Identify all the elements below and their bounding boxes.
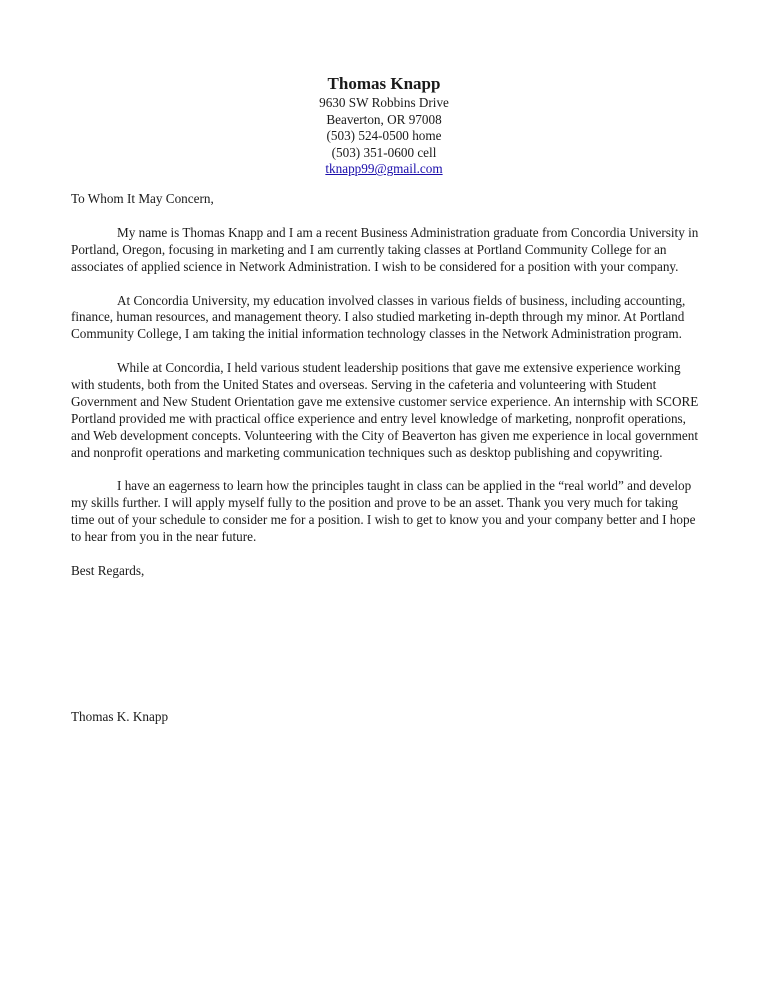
sender-email-link[interactable]: tknapp99@gmail.com bbox=[325, 161, 443, 177]
sender-home-phone: (503) 524-0500 home bbox=[326, 128, 442, 144]
salutation: To Whom It May Concern, bbox=[71, 191, 214, 206]
letter-body bbox=[71, 191, 701, 580]
closing: Best Regards, bbox=[71, 562, 145, 578]
sender-name: Thomas Knapp bbox=[327, 74, 441, 93]
sender-cell-phone: (503) 351-0600 cell bbox=[331, 144, 437, 160]
paragraph-closing-remarks: I have an eagerness to learn how the principles taught in class can be applied in the “real world” and develop my skills further. I will apply myself fully to the position and prove to be an asset. Thank you very much for taking time out of your schedule to consider me for a position. I wish to get to know you and your company better and I hope to hear from you in the near future. bbox=[71, 478, 696, 545]
signature-name: Thomas K. Knapp bbox=[71, 709, 169, 724]
letterhead bbox=[284, 74, 484, 178]
sender-street: 9630 SW Robbins Drive bbox=[319, 95, 449, 110]
paragraph-education: At Concordia University, my education involved classes in various fields of business, including accounting, finance, human resources, and management theory. I also studied marketing in-depth through my minor. At Portland Community College, I am taking the initial information technology classes in the Network Administration program. bbox=[71, 292, 686, 342]
sender-city: Beaverton, OR 97008 bbox=[326, 111, 442, 127]
paragraph-intro: My name is Thomas Knapp and I am a recent Business Administration graduate from Concordia University in Portland, Oregon, focusing in marketing and I am currently taking classes at Portland Community College for an associates of applied science in Network Administration. I wish to be considered for a position with your company. bbox=[71, 224, 699, 274]
paragraph-experience: While at Concordia, I held various student leadership positions that gave me extensive experience working with students, both from the United States and overseas. Serving in the cafeteria and volunteering with Student Government and New Student Orientation gave me extensive customer service experience. An internship with SCORE Portland provided me with practical office experience and entry level knowledge of marketing, nonprofit operations, and Web development concepts. Volunteering with the City of Beaverton has given me experience in local government and nonprofit operations and marketing communication techniques such as desktop publishing and copywriting. bbox=[71, 360, 699, 460]
